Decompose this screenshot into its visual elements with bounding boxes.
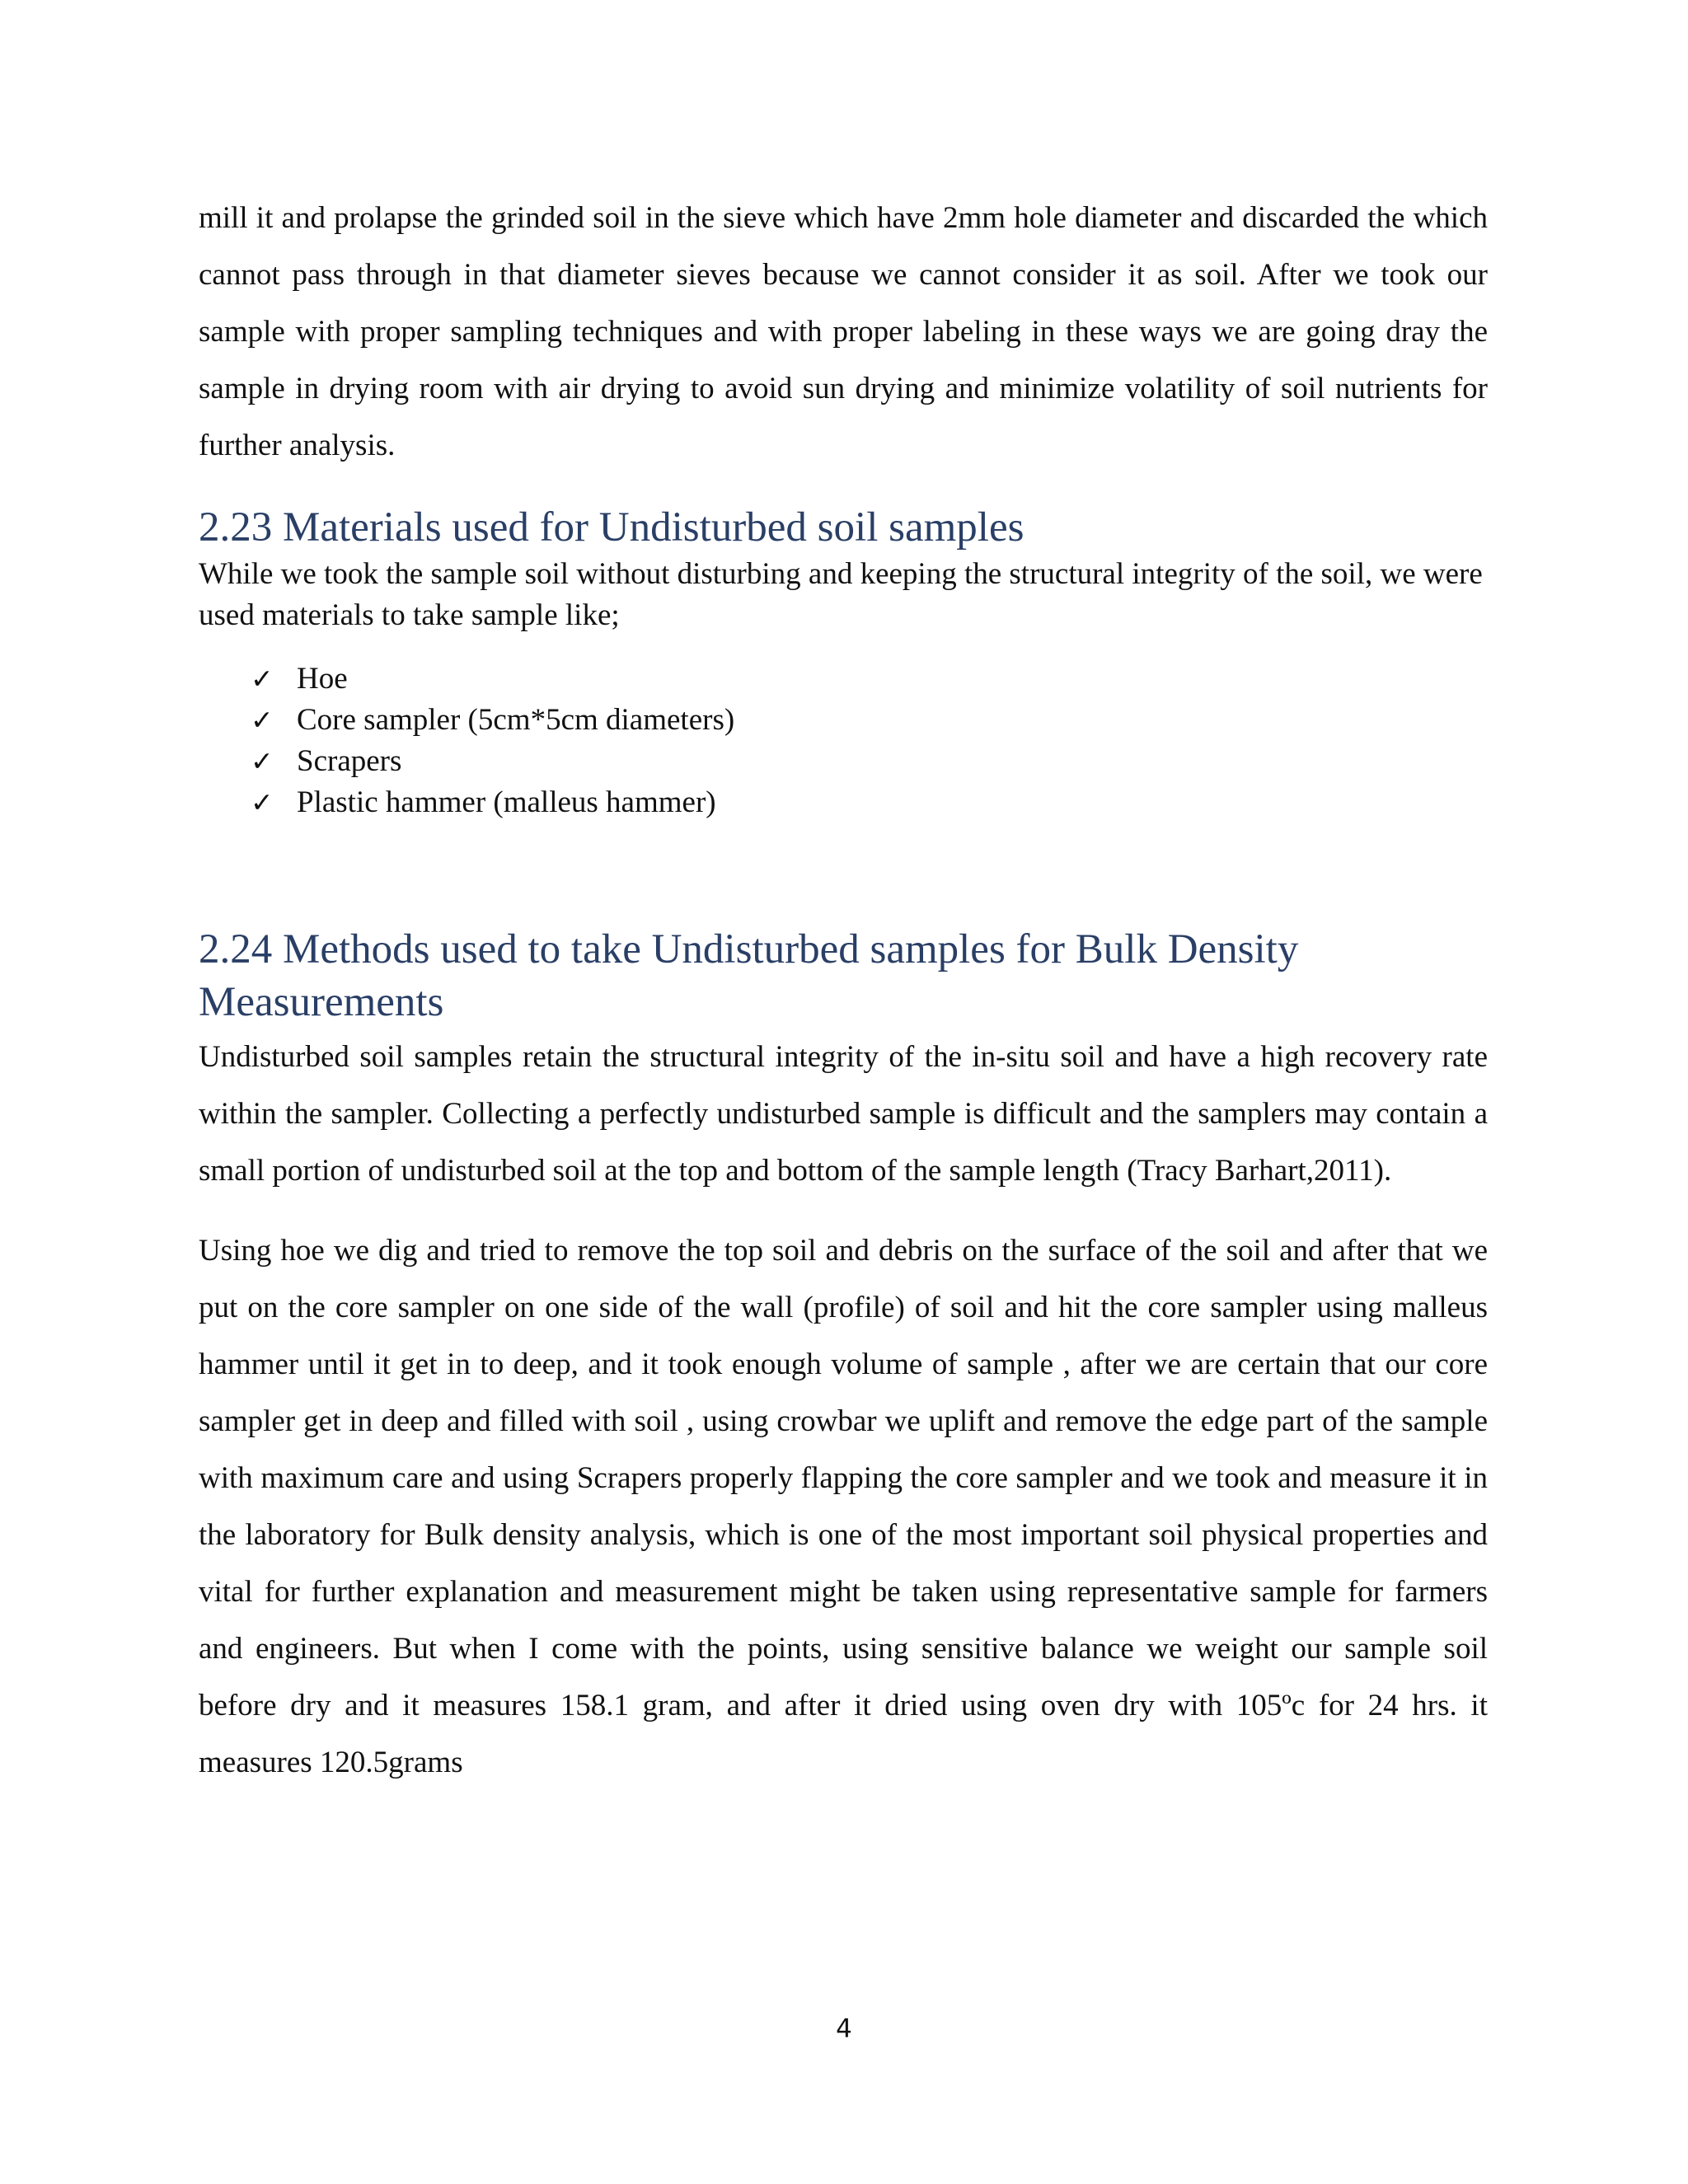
checklist-item-label: Plastic hammer (malleus hammer): [297, 785, 716, 819]
intro-paragraph: mill it and prolapse the grinded soil in the sieve which have 2mm hole diameter and discarded the which cannot pass through in that diameter sieves because we cannot consider it as soil. After we took our sample with proper sampling techniques and with proper labeling in these ways we are going dray the sample in drying room with air drying to avoid sun drying and minimize volatility of soil nutrients for further analysis.: [199, 201, 1488, 462]
checkmark-icon: ✓: [251, 663, 274, 695]
checklist-item-label: Hoe: [297, 662, 348, 696]
checklist-item: [199, 782, 1488, 823]
section-2-24-paragraph-2: Using hoe we dig and tried to remove the top soil and debris on the surface of the soil and after that we put on the core sampler on one side of the wall (profile) of soil and hit the core sampler using malleus hammer until it get in to deep, and it took enough volume of sample , after we are certain that our core sampler get in deep and filled with soil , using crowbar we uplift and remove the edge part of the sample with maximum care and using Scrapers properly flapping the core sampler and we took and measure it in the laboratory for Bulk density analysis, which is one of the most important soil physical properties and vital for further explanation and measurement might be taken using representative sample for farmers and engineers. But when I come with the points, using sensitive balance we weight our sample soil before dry and it measures 158.1 gram, and after it dried using oven dry with 105ºc for 24 hrs. it measures 120.5grams: [199, 1234, 1488, 1779]
materials-checklist: [199, 658, 1488, 823]
section-2-24-heading: 2.24 Methods used to take Undisturbed samples for Bulk Density Measurements: [199, 926, 1299, 1025]
intro-paragraph-block: [199, 190, 1488, 474]
checkmark-icon: ✓: [251, 786, 274, 818]
checklist-item: [199, 658, 1488, 700]
checkmark-icon: ✓: [251, 704, 274, 736]
section-2-24: [199, 923, 1488, 1791]
checklist-item: [199, 741, 1488, 782]
section-2-23-intro: While we took the sample soil without disturbing and keeping the structural integrity of the soil, we were used materials to take sample like;: [199, 557, 1483, 632]
checklist-item: [199, 700, 1488, 741]
checklist-item-label: Scrapers: [297, 744, 402, 778]
section-2-24-paragraph-1: Undisturbed soil samples retain the structural integrity of the in-situ soil and have a high recovery rate within the sampler. Collecting a perfectly undisturbed sample is difficult and the samplers may contain a small portion of undisturbed soil at the top and bottom of the sample length (Tracy Barhart,2011).: [199, 1040, 1488, 1188]
page-number: 4: [836, 2014, 852, 2044]
checkmark-icon: ✓: [251, 745, 274, 777]
section-2-23-heading: 2.23 Materials used for Undisturbed soil samples: [199, 504, 1025, 551]
checklist-item-label: Core sampler (5cm*5cm diameters): [297, 703, 735, 737]
section-2-23: [199, 501, 1488, 823]
